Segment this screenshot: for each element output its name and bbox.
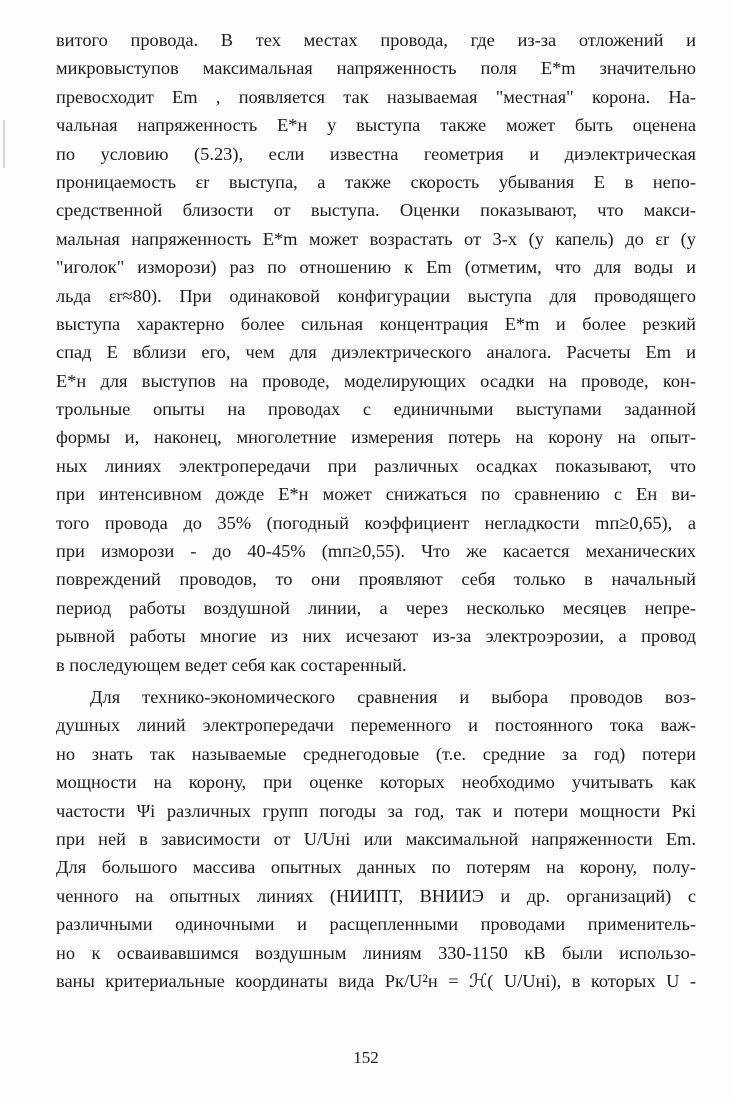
paragraph-1-line-22: рывной работы многие из них исчезают из-за электроэрозии, а провод — [56, 626, 696, 647]
paragraph-2-line-3: но знать так называемые среднегодовые (т.е. средние за год) потери — [56, 743, 696, 764]
paragraph-2-line-4: мощности на корону, при оценке которых необходимо учитывать как — [56, 772, 696, 793]
paragraph-1-line-21: период работы воздушной линии, а через несколько месяцев непре- — [56, 597, 696, 618]
paragraph-1-line-9: "иголок" изморози) раз по отношению к Em (отметим, что для воды и — [56, 257, 696, 278]
scan-edge-mark — [3, 120, 5, 168]
paragraph-1-line-6: проницаемость εr выступа, а также скорость убывания E в непо- — [56, 171, 696, 192]
body-text — [56, 26, 696, 1024]
paragraph-2-line-6: при ней в зависимости от U/Uнi или максимальной напряженности Em. — [56, 828, 696, 849]
paragraph-1-line-1: витого провода. В тех местах провода, где из-за отложений и — [56, 30, 696, 50]
paragraph-2-line-10: но к осваивавшимся воздушным линиям 330-1150 кВ были использо- — [56, 942, 696, 963]
paragraph-1-line-23: в последующем ведет себя как состаренный. — [56, 654, 407, 675]
paragraph-1-line-4: чальная напряженность E*н у выступа также может быть оценена — [56, 115, 696, 136]
paragraph-2-line-11: ваны критериальные координаты вида Pк/U²н = ℋ( U/Uнi), в которых U - — [56, 970, 696, 991]
paragraph-1-line-16: ных линиях электропередачи при различных осадках показывают, что — [56, 455, 696, 476]
paragraph-1-line-3: превосходит Em , появляется так называемая "местная" корона. На- — [56, 86, 696, 107]
paragraph-1-line-13: E*н для выступов на проводе, моделирующих осадки на проводе, кон- — [56, 370, 696, 391]
paragraph-2-line-7: Для большого массива опытных данных по потерям на корону, полу- — [56, 857, 696, 878]
paragraph-1-line-14: трольные опыты на проводах с единичными выступами заданной — [56, 399, 696, 420]
paragraph-1-line-18: того провода до 35% (погодный коэффициент негладкости mп≥0,65), а — [56, 512, 696, 533]
paragraph-1-line-11: выступа характерно более сильная концентрация E*m и более резкий — [56, 313, 696, 334]
paragraph-1-line-20: повреждений проводов, то они проявляют себя только в начальный — [56, 569, 696, 590]
paragraph-1-line-10: льда εr≈80). При одинаковой конфигурации выступа для проводящего — [56, 285, 696, 306]
paragraph-1-line-19: при изморози - до 40-45% (mп≥0,55). Что же касается механических — [56, 541, 696, 562]
paragraph-1-line-15: формы и, наконец, многолетние измерения потерь на корону на опыт- — [56, 427, 696, 448]
paragraph-2-line-1: Для технико-экономического сравнения и выбора проводов воз- — [90, 686, 696, 707]
paragraph-2-line-12 — [56, 995, 696, 1023]
paragraph-2-line-2: душных линий электропередачи переменного и постоянного тока важ- — [56, 715, 696, 736]
paragraph-1-line-5: по условию (5.23), если известна геометрия и диэлектрическая — [56, 143, 696, 164]
paragraph-1-line-2: микровыступов максимальная напряженность поля E*m значительно — [56, 58, 696, 79]
paragraph-1-line-17: при интенсивном дожде E*н может снижаться по сравнению с Eн ви- — [56, 484, 696, 505]
paragraph-1-line-7: средственной близости от выступа. Оценки показывают, что макси- — [56, 200, 696, 221]
paragraph-1-line-8: мальная напряженность E*m может возрастать от 3-х (у капель) до εr (у — [56, 228, 696, 249]
paragraph-2-line-9: различными одиночными и расщепленными проводами применитель- — [56, 914, 696, 935]
page-number: 152 — [353, 1048, 379, 1067]
paragraph-2-line-5: частости Ψi различных групп погоды за год, так и потери мощности Pкi — [56, 800, 696, 821]
paragraph-2-line-8: ченного на опытных линиях (НИИПТ, ВНИИЭ и др. организаций) с — [56, 885, 696, 906]
paragraph-1-line-12: спад E вблизи его, чем для диэлектрического аналога. Расчеты Em и — [56, 342, 696, 363]
